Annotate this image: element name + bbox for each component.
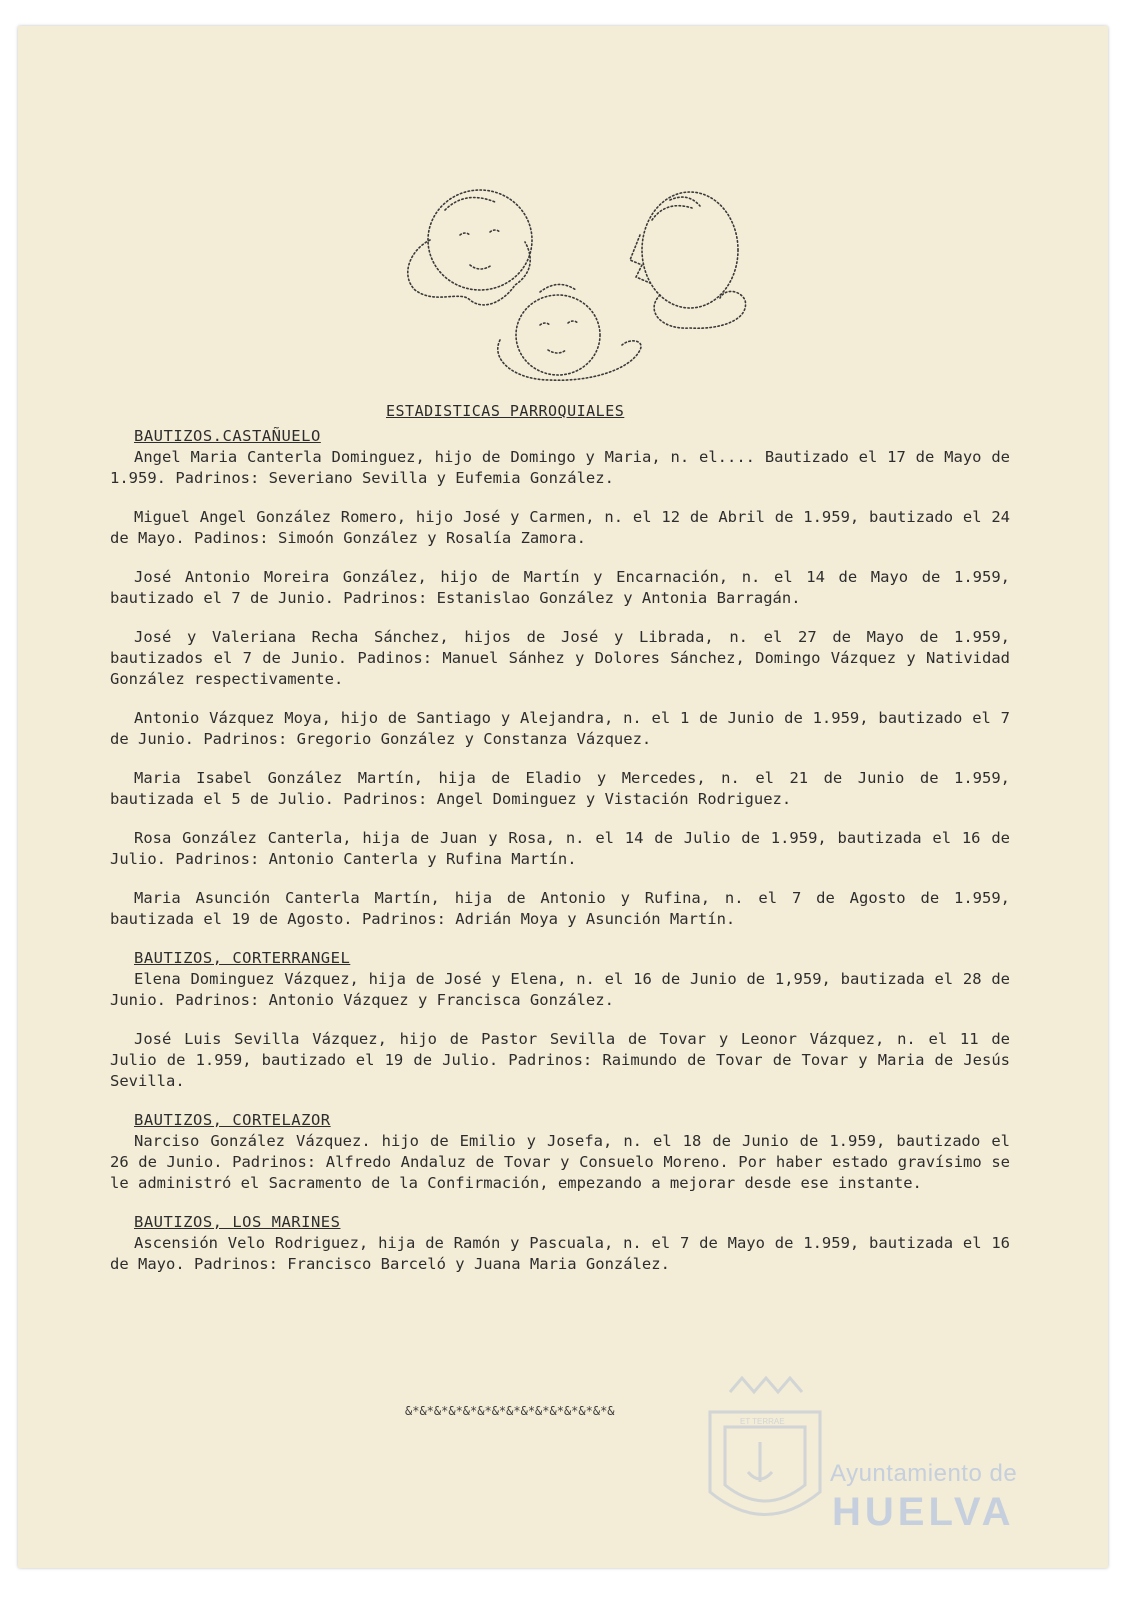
watermark-text-line2: HUELVA [832, 1490, 1015, 1534]
baptism-entry: Antonio Vázquez Moya, hijo de Santiago y Alejandra, n. el 1 de Junio de 1.959, bautizado el 7 de Junio. Padrinos: Gregorio González y Constanza Vázquez. [110, 709, 1010, 748]
end-separator: &*&*&*&*&*&*&*&*&*&*&*&*&*&*& [405, 1404, 615, 1418]
section-los-marines [110, 1212, 1010, 1275]
baptism-entry: José Antonio Moreira González, hijo de Martín y Encarnación, n. el 14 de Mayo de 1.959, bautizado el 7 de Junio. Padrinos: Estanislao González y Antonia Barragán. [110, 568, 1010, 607]
document-body [110, 426, 1010, 1293]
svg-text:ET TERRAE: ET TERRAE [740, 1417, 785, 1426]
document-title: ESTADISTICAS PARROQUIALES [386, 402, 625, 420]
baptism-entry: Angel Maria Canterla Dominguez, hijo de Domingo y Maria, n. el.... Bautizado el 17 de Mayo de 1.959. Padrinos: Severiano Sevilla y Eufemia González. [110, 448, 1010, 487]
baptism-entry: Elena Dominguez Vázquez, hija de José y Elena, n. el 16 de Junio de 1,959, bautizada el 28 de Junio. Padrinos: Antonio Vázquez y Francisca González. [110, 970, 1010, 1009]
baptism-entry: Ascensión Velo Rodriguez, hija de Ramón y Pascuala, n. el 7 de Mayo de 1.959, bautizada el 16 de Mayo. Padrinos: Francisco Barceló y Juana Maria González. [110, 1234, 1010, 1273]
baptism-entry: José Luis Sevilla Vázquez, hijo de Pastor Sevilla de Tovar y Leonor Vázquez, n. el 11 de Julio de 1.959, bautizado el 19 de Julio. Padrinos: Raimundo de Tovar de Tovar y Maria de Jesús Sevilla. [110, 1030, 1010, 1090]
watermark-text-line1: Ayuntamiento de [830, 1460, 1018, 1487]
baptism-entry: Maria Asunción Canterla Martín, hija de Antonio y Rufina, n. el 7 de Agosto de 1.959, bautizada el 19 de Agosto. Padrinos: Adrián Moya y Asunción Martín. [110, 889, 1010, 928]
baptism-entry: Rosa González Canterla, hija de Juan y Rosa, n. el 14 de Julio de 1.959, bautizada el 16 de Julio. Padrinos: Antonio Canterla y Rufina Martín. [110, 829, 1010, 868]
baptism-entry: Maria Isabel González Martín, hija de Eladio y Mercedes, n. el 21 de Junio de 1.959, bautizada el 5 de Julio. Padrinos: Angel Dominguez y Vistación Rodriguez. [110, 769, 1010, 808]
baptism-entry: Narciso González Vázquez. hijo de Emilio y Josefa, n. el 18 de Junio de 1.959, bautizado el 26 de Junio. Padrinos: Alfredo Andaluz de Tovar y Consuelo Moreno. Por haber estado gravísimo se le administró el Sacramento de la Confirmación, empezando a mejorar desde ese instante. [110, 1132, 1010, 1192]
children-heads-illustration [390, 180, 760, 395]
section-cortelazor [110, 1110, 1010, 1194]
baptism-entry: José y Valeriana Recha Sánchez, hijos de José y Librada, n. el 27 de Mayo de 1.959, bautizados el 7 de Junio. Padinos: Manuel Sánhez y Dolores Sánchez, Domingo Vázquez y Natividad González respectivamente. [110, 628, 1010, 688]
section-castanuelo [110, 426, 1010, 930]
section-heading: BAUTIZOS, LOS MARINES [134, 1213, 341, 1231]
section-heading: BAUTIZOS.CASTAÑUELO [134, 427, 321, 445]
section-heading: BAUTIZOS, CORTERRANGEL [134, 949, 351, 967]
baptism-entry: Miguel Angel González Romero, hijo José y Carmen, n. el 12 de Abril de 1.959, bautizado el 24 de Mayo. Padinos: Simoón González y Rosalía Zamora. [110, 508, 1010, 547]
section-heading: BAUTIZOS, CORTELAZOR [134, 1111, 331, 1129]
section-corterrangel [110, 948, 1010, 1092]
